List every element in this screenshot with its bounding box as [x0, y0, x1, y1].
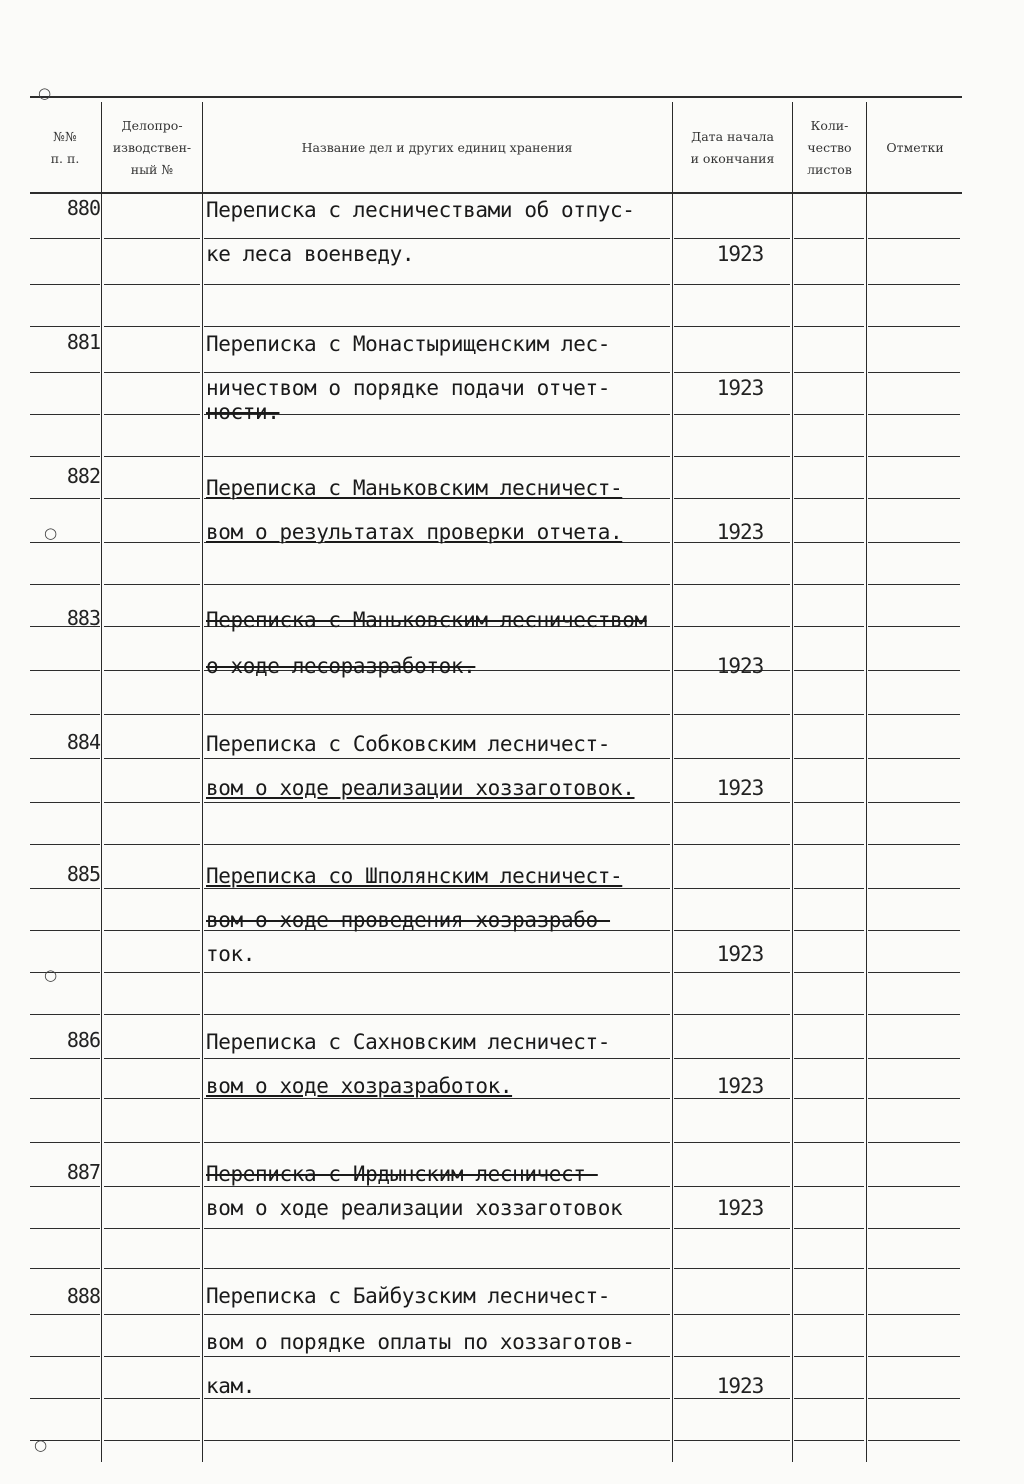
- header-notes: Отметки: [886, 140, 944, 155]
- entry-title-line: Переписка с лесничествами об отпус-: [206, 198, 635, 222]
- ruled-line: [674, 714, 790, 715]
- entry-title-line: кам.: [206, 1374, 255, 1398]
- ruled-line: [868, 714, 960, 715]
- ruled-line: [30, 326, 100, 327]
- entry-number: 887: [66, 1160, 100, 1184]
- ruled-line: [674, 844, 790, 845]
- ruled-line: [868, 1142, 960, 1143]
- entry-title-line: Переписка с Байбузским лесничест-: [206, 1284, 611, 1308]
- col-divider: [101, 102, 102, 1462]
- ruled-line: [104, 714, 200, 715]
- entry-number: 882: [66, 464, 100, 488]
- ruled-line: [30, 1268, 100, 1269]
- ruled-line: [104, 844, 200, 845]
- entry-date: 1923: [716, 1074, 764, 1098]
- entry-title-line: ности.: [206, 400, 280, 424]
- ruled-line: [868, 670, 960, 671]
- ruled-line: [794, 930, 864, 931]
- ruled-line: [204, 1268, 670, 1269]
- punch-hole-mark: ○: [34, 1436, 48, 1454]
- ruled-line: [104, 542, 200, 543]
- ruled-line: [104, 1398, 200, 1399]
- ruled-line: [30, 972, 100, 973]
- entry-title-line: Переписка с Сахновским лесничест-: [206, 1030, 611, 1054]
- ruled-line: [204, 1058, 670, 1059]
- ruled-line: [104, 1268, 200, 1269]
- ruled-line: [868, 326, 960, 327]
- entry-number: 883: [66, 606, 100, 630]
- entry-date: 1923: [716, 1196, 764, 1220]
- col-divider: [792, 102, 793, 1462]
- entry-title-line: вом о порядке оплаты по хоззаготов-: [206, 1330, 635, 1354]
- entry-number: 885: [66, 862, 100, 886]
- entry-title-line: Переписка с Ирдынским лесничест-: [206, 1162, 598, 1186]
- entry-title-line: ничеством о порядке подачи отчет-: [206, 376, 611, 400]
- ruled-line: [674, 1356, 790, 1357]
- ruled-line: [30, 670, 100, 671]
- ruled-line: [794, 1014, 864, 1015]
- ruled-line: [674, 972, 790, 973]
- ruled-line: [868, 1186, 960, 1187]
- ruled-line: [794, 1186, 864, 1187]
- ruled-line: [674, 1142, 790, 1143]
- ruled-line: [674, 498, 790, 499]
- ruled-line: [794, 238, 864, 239]
- ruled-line: [104, 930, 200, 931]
- ruled-line: [674, 1014, 790, 1015]
- ruled-line: [674, 1058, 790, 1059]
- ruled-line: [794, 1228, 864, 1229]
- ruled-line: [104, 1142, 200, 1143]
- top-rule: [30, 96, 962, 98]
- ruled-line: [204, 1228, 670, 1229]
- ruled-line: [674, 372, 790, 373]
- header-sheet-count: Коли- чество листов: [807, 118, 852, 177]
- ruled-line: [794, 844, 864, 845]
- entry-title-line: вом о результатах проверки отчета.: [206, 520, 623, 544]
- ruled-line: [30, 844, 100, 845]
- ruled-line: [868, 542, 960, 543]
- ruled-line: [674, 930, 790, 931]
- ruled-line: [868, 758, 960, 759]
- ruled-line: [104, 284, 200, 285]
- entry-date: 1923: [716, 942, 764, 966]
- ruled-line: [104, 456, 200, 457]
- ruled-line: [30, 1228, 100, 1229]
- ruled-line: [794, 1314, 864, 1315]
- ruled-line: [868, 1014, 960, 1015]
- ruled-line: [868, 1440, 960, 1441]
- ruled-line: [674, 888, 790, 889]
- header-title: Название дел и других единиц хранения: [301, 140, 573, 155]
- entry-title-line: ке леса военведу.: [206, 242, 415, 266]
- ruled-line: [30, 456, 100, 457]
- ruled-line: [794, 1058, 864, 1059]
- ruled-line: [794, 972, 864, 973]
- ruled-line: [794, 758, 864, 759]
- ruled-line: [674, 1398, 790, 1399]
- ruled-line: [30, 758, 100, 759]
- entry-number: 888: [66, 1284, 100, 1308]
- entry-title-line: Переписка с Маньковским лесничеством: [206, 608, 647, 632]
- ruled-line: [674, 238, 790, 239]
- ruled-line: [794, 626, 864, 627]
- ruled-line: [30, 1058, 100, 1059]
- ruled-line: [204, 1098, 670, 1099]
- ruled-line: [204, 1314, 670, 1315]
- header-num: №№ п. п.: [50, 129, 80, 166]
- ruled-line: [30, 1142, 100, 1143]
- ruled-line: [868, 1268, 960, 1269]
- punch-hole-mark: ○: [44, 966, 58, 984]
- ruled-line: [868, 1356, 960, 1357]
- ruled-line: [30, 1186, 100, 1187]
- ruled-line: [104, 1186, 200, 1187]
- ruled-line: [30, 238, 100, 239]
- entry-title-line: ток.: [206, 942, 255, 966]
- ruled-line: [204, 1186, 670, 1187]
- ruled-line: [30, 1398, 100, 1399]
- header-office-number: Делопро- изводствен- ный №: [112, 118, 192, 177]
- ruled-line: [104, 372, 200, 373]
- header-rule: [30, 192, 962, 194]
- ruled-line: [204, 584, 670, 585]
- ruled-line: [674, 326, 790, 327]
- ruled-line: [204, 844, 670, 845]
- ruled-line: [868, 972, 960, 973]
- ruled-line: [104, 758, 200, 759]
- entry-date: 1923: [716, 242, 764, 266]
- ruled-line: [674, 1314, 790, 1315]
- ruled-line: [104, 1098, 200, 1099]
- ruled-line: [104, 1314, 200, 1315]
- ruled-line: [794, 498, 864, 499]
- ruled-line: [868, 844, 960, 845]
- ruled-line: [868, 284, 960, 285]
- entry-title-line: Переписка с Собковским лесничест-: [206, 732, 611, 756]
- ruled-line: [30, 542, 100, 543]
- ruled-line: [104, 972, 200, 973]
- ruled-line: [794, 1398, 864, 1399]
- ruled-line: [868, 1398, 960, 1399]
- ruled-line: [794, 1142, 864, 1143]
- ruled-line: [104, 238, 200, 239]
- ruled-line: [868, 1228, 960, 1229]
- ruled-line: [104, 1058, 200, 1059]
- entry-number: 881: [66, 330, 100, 354]
- punch-hole-mark: ○: [38, 84, 52, 102]
- ruled-line: [204, 326, 670, 327]
- ruled-line: [204, 1142, 670, 1143]
- entry-title-line: вом о ходе хозразработок.: [206, 1074, 513, 1098]
- ruled-line: [204, 1398, 670, 1399]
- ruled-line: [794, 888, 864, 889]
- ruled-line: [104, 584, 200, 585]
- ruled-line: [204, 1014, 670, 1015]
- ruled-line: [104, 670, 200, 671]
- ruled-line: [794, 714, 864, 715]
- ruled-line: [204, 238, 670, 239]
- entry-title-line: Переписка с Монастырищенским лес-: [206, 332, 611, 356]
- entry-title-line: вом о ходе проведения хозразрабо-: [206, 908, 611, 932]
- ruled-line: [104, 1228, 200, 1229]
- ruled-line: [868, 498, 960, 499]
- ruled-line: [104, 1356, 200, 1357]
- entry-title-line: вом о ходе реализации хоззаготовок.: [206, 776, 635, 800]
- entry-date: 1923: [716, 376, 764, 400]
- ruled-line: [30, 498, 100, 499]
- header-dates: Дата начала и окончания: [690, 129, 775, 166]
- ruled-line: [794, 414, 864, 415]
- ruled-line: [868, 1314, 960, 1315]
- ruled-line: [794, 372, 864, 373]
- ruled-line: [30, 1014, 100, 1015]
- ruled-line: [674, 414, 790, 415]
- ruled-line: [30, 888, 100, 889]
- ruled-line: [104, 326, 200, 327]
- col-divider: [202, 102, 203, 1462]
- ruled-line: [868, 372, 960, 373]
- entry-title-line: о ходе лесоразработок.: [206, 654, 476, 678]
- ruled-line: [794, 584, 864, 585]
- ruled-line: [794, 1098, 864, 1099]
- ruled-line: [674, 758, 790, 759]
- col-divider: [672, 102, 673, 1462]
- ruled-line: [674, 1440, 790, 1441]
- entry-title-line: вом о ходе реализации хоззаготовок: [206, 1196, 623, 1220]
- ruled-line: [674, 456, 790, 457]
- col-divider: [866, 102, 867, 1462]
- ruled-line: [104, 414, 200, 415]
- ruled-line: [868, 888, 960, 889]
- ruled-line: [204, 714, 670, 715]
- ruled-line: [30, 1314, 100, 1315]
- ruled-line: [674, 1228, 790, 1229]
- ruled-line: [868, 456, 960, 457]
- ruled-line: [30, 930, 100, 931]
- entry-number: 886: [66, 1028, 100, 1052]
- entry-date: 1923: [716, 1374, 764, 1398]
- entry-date: 1923: [716, 654, 764, 678]
- ruled-line: [30, 372, 100, 373]
- ruled-line: [794, 1440, 864, 1441]
- ruled-line: [868, 414, 960, 415]
- ruled-line: [204, 972, 670, 973]
- entry-title-line: Переписка с Маньковским лесничест-: [206, 476, 623, 500]
- ruled-line: [204, 1440, 670, 1441]
- ruled-line: [104, 1440, 200, 1441]
- ruled-line: [104, 802, 200, 803]
- entry-date: 1923: [716, 520, 764, 544]
- ruled-line: [674, 802, 790, 803]
- ruled-line: [794, 802, 864, 803]
- ruled-line: [794, 326, 864, 327]
- ruled-line: [204, 284, 670, 285]
- ruled-line: [868, 1098, 960, 1099]
- ruled-line: [794, 542, 864, 543]
- ruled-line: [30, 414, 100, 415]
- ruled-line: [30, 584, 100, 585]
- ruled-line: [674, 284, 790, 285]
- ruled-line: [868, 626, 960, 627]
- punch-hole-mark: ○: [44, 524, 58, 542]
- ruled-line: [30, 1098, 100, 1099]
- ruled-line: [204, 888, 670, 889]
- entry-date: 1923: [716, 776, 764, 800]
- entry-number: 880: [66, 196, 100, 220]
- entry-number: 884: [66, 730, 100, 754]
- ruled-line: [794, 670, 864, 671]
- ruled-line: [868, 930, 960, 931]
- ruled-line: [868, 238, 960, 239]
- ruled-line: [30, 802, 100, 803]
- ruled-line: [204, 1356, 670, 1357]
- ruled-line: [30, 284, 100, 285]
- ruled-line: [794, 284, 864, 285]
- ruled-line: [674, 584, 790, 585]
- ruled-line: [204, 456, 670, 457]
- ruled-line: [674, 1098, 790, 1099]
- ruled-line: [868, 584, 960, 585]
- ruled-line: [204, 372, 670, 373]
- entry-title-line: Переписка со Шполянским лесничест-: [206, 864, 623, 888]
- ruled-line: [104, 1014, 200, 1015]
- ruled-line: [104, 626, 200, 627]
- ruled-line: [674, 626, 790, 627]
- ruled-line: [794, 1268, 864, 1269]
- ruled-line: [104, 888, 200, 889]
- ruled-line: [868, 802, 960, 803]
- ruled-line: [204, 758, 670, 759]
- ruled-line: [104, 498, 200, 499]
- ruled-line: [794, 456, 864, 457]
- ruled-line: [674, 1268, 790, 1269]
- ruled-line: [30, 714, 100, 715]
- ruled-line: [30, 1356, 100, 1357]
- ruled-line: [674, 1186, 790, 1187]
- ruled-line: [794, 1356, 864, 1357]
- ruled-line: [204, 802, 670, 803]
- ruled-line: [868, 1058, 960, 1059]
